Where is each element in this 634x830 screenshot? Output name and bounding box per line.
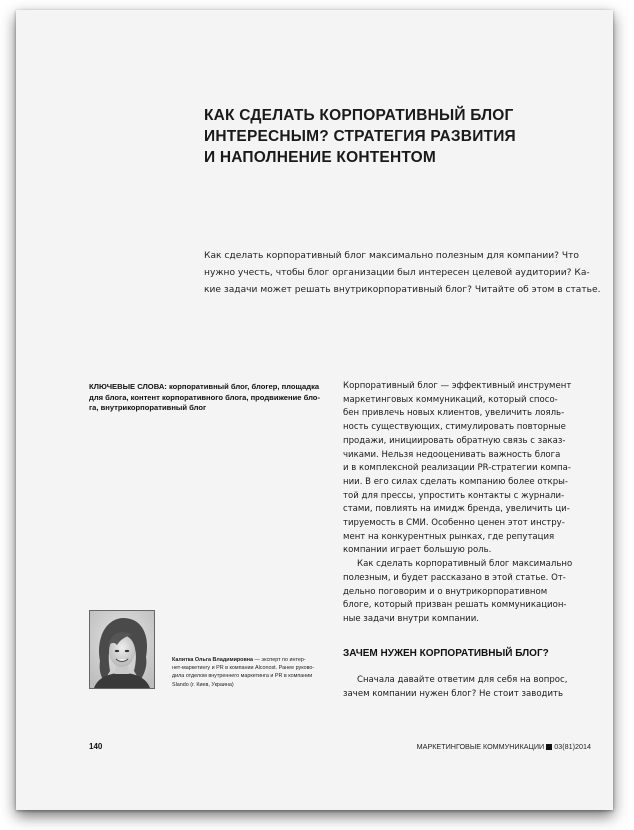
keywords-line: для блога, контент корпоративного блога, продвижение бло- <box>89 392 320 402</box>
keywords-line: га, внутрикорпоративный блог <box>89 403 207 412</box>
body-line: Корпоративный блог — эффективный инструмент <box>343 381 572 391</box>
body-line: тируемость в СМИ. Особенно ценен этот инстру- <box>343 518 565 529</box>
running-footer <box>417 742 591 751</box>
body-line: и в комплексной реализации PR-стратегии компа- <box>343 463 571 474</box>
body-line: дельно поговорим и о внутрикорпоративном <box>343 586 548 597</box>
lead-line: Как сделать корпоративный блог максимально полезным для компании? Что <box>204 251 579 261</box>
square-bullet-icon <box>546 744 552 750</box>
lead-line: кие задачи может решать внутрикорпоративный блог? Читайте об этом в статье. <box>204 285 601 295</box>
body-line: чиками. Нельзя недооценивать важность блога <box>343 449 561 460</box>
keywords-block <box>89 382 329 414</box>
body-line: нии. В его силах сделать компанию более откры- <box>343 476 568 487</box>
bio-line: дила отделом внутреннего маркетинга и PR в компании <box>172 673 313 680</box>
body-line: ность существующих, стимулировать повторные <box>343 422 566 433</box>
body-paragraph-2 <box>343 558 593 627</box>
author-bio <box>172 656 337 689</box>
body-paragraph-1 <box>343 380 593 558</box>
bio-line <box>172 656 337 664</box>
article-body <box>343 380 593 627</box>
body-line: той для прессы, упростить контакты с журнали- <box>343 490 565 501</box>
article-title <box>204 105 584 168</box>
title-line: КАК СДЕЛАТЬ КОРПОРАТИВНЫЙ БЛОГ <box>204 107 514 124</box>
bio-line: Slando (г. Киев, Украина) <box>172 681 234 688</box>
article-body-continued <box>343 673 593 701</box>
body-line: полезным, и будет рассказано в этой статье. От- <box>343 572 566 583</box>
body-line: мент на конкурентных рынках, где репутация <box>343 531 555 542</box>
body-line: Сначала давайте ответим для себя на вопрос, <box>357 675 568 685</box>
title-line: ИНТЕРЕСНЫМ? СТРАТЕГИЯ РАЗВИТИЯ <box>204 128 516 145</box>
body-line: Как сделать корпоративный блог максимально <box>357 559 573 570</box>
author-name: Калитка Ольга Владимировна <box>172 657 254 663</box>
section-heading: ЗАЧЕМ НУЖЕН КОРПОРАТИВНЫЙ БЛОГ? <box>343 648 549 659</box>
bio-intro: — эксперт по интер- <box>253 657 306 663</box>
lead-line: нужно учесть, чтобы блог организации был интересен целевой аудитории? Ка- <box>204 268 590 278</box>
body-line: маркетинговых коммуникаций, который спосо- <box>343 394 558 405</box>
issue-number: 03(81)2014 <box>554 742 591 751</box>
body-line: бен привлечь новых клиентов, увеличить лояль- <box>343 408 565 419</box>
body-line: блоге, который призван решать коммуникацион- <box>343 600 567 611</box>
body-line: зачем компании нужен блог? Не стоит заводить <box>343 689 564 699</box>
author-photo <box>89 610 155 689</box>
magazine-name: МАРКЕТИНГОВЫЕ КОММУНИКАЦИИ <box>416 742 545 751</box>
page-number: 140 <box>89 742 103 751</box>
body-line: стами, повлиять на имидж бренда, увеличить ци- <box>343 504 570 515</box>
bio-line: нет-маркетингу и PR в компании Alconost. Ранее руково- <box>172 665 315 672</box>
magazine-page <box>16 10 613 810</box>
title-line: И НАПОЛНЕНИЕ КОНТЕНТОМ <box>204 149 436 166</box>
body-line: ные задачи внутри компании. <box>343 613 479 624</box>
body-line: продажи, инициировать обратную связь с заказ- <box>343 435 566 446</box>
body-line: компании играет большую роль. <box>343 545 492 556</box>
article-lead <box>204 248 601 299</box>
keywords-line: КЛЮЧЕВЫЕ СЛОВА: корпоративный блог, блогер, площадка <box>89 382 320 391</box>
